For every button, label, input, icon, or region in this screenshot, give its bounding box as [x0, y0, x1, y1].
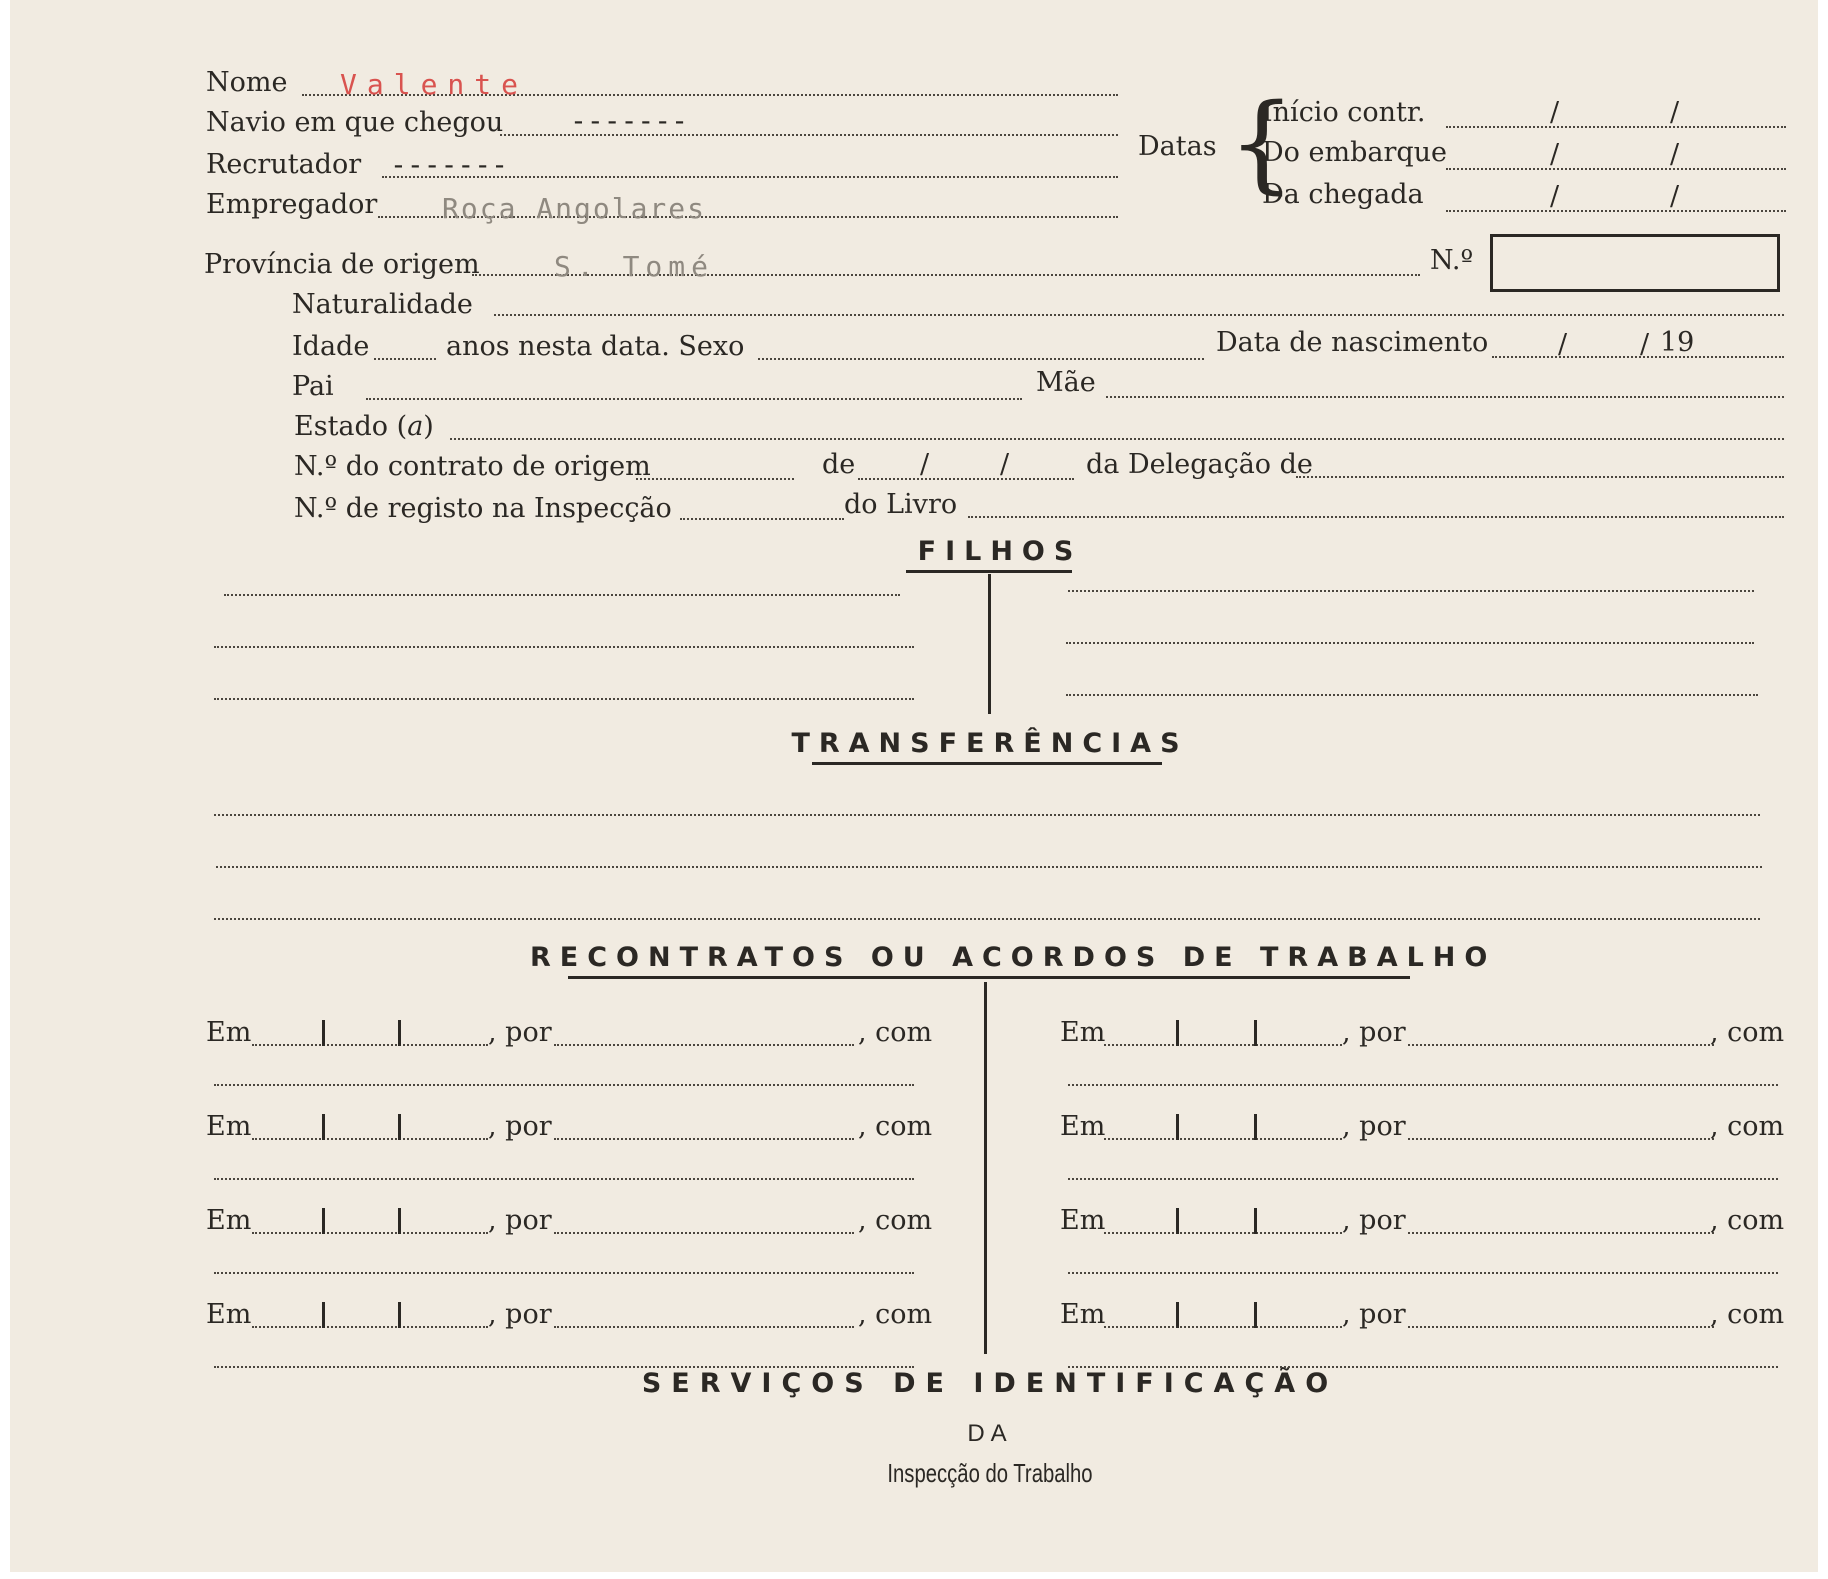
datas-chegada-slash-2: /	[1670, 181, 1680, 212]
recrutador-label: Recrutador	[206, 149, 362, 180]
recontrato-left-3-date-line[interactable]	[252, 1232, 488, 1234]
filhos-heading: FILHOS	[917, 536, 1083, 567]
recontrato-left-2-com-label: , com	[858, 1111, 933, 1142]
contrato-slash-1: /	[920, 449, 930, 480]
filhos-underline	[906, 570, 1072, 573]
mae-label: Mãe	[1036, 367, 1096, 398]
delegacao-line[interactable]	[1296, 476, 1784, 478]
contrato-slash-2: /	[1000, 449, 1010, 480]
recontrato-right-4-por-line[interactable]	[1408, 1326, 1714, 1328]
nascimento-century: 19	[1660, 327, 1695, 358]
recontrato-right-4-date-line[interactable]	[1104, 1326, 1342, 1328]
datas-inicio-slash-2: /	[1670, 97, 1680, 128]
registo-label: N.º de registo na Inspecção	[294, 493, 672, 524]
livro-line[interactable]	[968, 516, 1784, 518]
recontrato-left-3-com-label: , com	[858, 1205, 933, 1236]
nome-value[interactable]: Valente	[340, 68, 529, 101]
pai-line[interactable]	[366, 398, 1022, 400]
recontrato-right-4-tick-2	[1254, 1302, 1257, 1328]
recontrato-left-1-continuation-line[interactable]	[214, 1084, 914, 1086]
transferencias-line-1[interactable]	[214, 814, 1760, 816]
contrato-line[interactable]	[636, 478, 794, 480]
recontrato-left-4-tick-1	[322, 1302, 325, 1328]
recontrato-right-1-tick-1	[1176, 1020, 1179, 1046]
data-nascimento-line[interactable]	[1492, 356, 1784, 358]
recontrato-right-1-tick-2	[1254, 1020, 1257, 1046]
recontrato-right-2-em-label: Em	[1060, 1111, 1106, 1142]
pai-label: Pai	[292, 371, 334, 402]
contrato-de-label: de	[822, 449, 856, 480]
recontrato-left-1-com-label: , com	[858, 1017, 933, 1048]
recontrato-right-1-por-label: , por	[1342, 1017, 1406, 1048]
anos-label: anos nesta data. Sexo	[446, 331, 745, 362]
estado-line[interactable]	[450, 438, 1784, 440]
recontrato-left-2-date-line[interactable]	[252, 1138, 488, 1140]
recontratos-heading: RECONTRATOS OU ACORDOS DE TRABALHO	[530, 942, 1497, 973]
recontrato-right-3-tick-2	[1254, 1208, 1257, 1234]
empregador-value[interactable]: Roça Angolares	[442, 192, 707, 225]
datas-inicio-label: Início contr.	[1262, 97, 1426, 128]
recontrato-right-4-com-label: , com	[1710, 1299, 1785, 1330]
nascimento-slash-2: /	[1640, 329, 1650, 360]
recontrato-left-3-em-label: Em	[206, 1205, 252, 1236]
contrato-label: N.º do contrato de origem	[294, 451, 651, 482]
numero-box[interactable]	[1490, 234, 1780, 292]
recontrato-left-4-continuation-line[interactable]	[214, 1366, 914, 1368]
recontrato-left-4-por-line[interactable]	[554, 1326, 854, 1328]
recontrato-right-3-date-line[interactable]	[1104, 1232, 1342, 1234]
transferencias-underline	[812, 762, 1162, 765]
data-nascimento-label: Data de nascimento	[1216, 327, 1489, 358]
recontrato-right-2-continuation-line[interactable]	[1068, 1178, 1778, 1180]
recontrato-right-2-tick-2	[1254, 1114, 1257, 1140]
identification-card	[10, 0, 1818, 1572]
servicos-heading: SERVIÇOS DE IDENTIFICAÇÃO	[641, 1368, 1339, 1399]
filhos-line-left-1[interactable]	[224, 594, 900, 596]
datas-brace: {	[1228, 81, 1296, 204]
datas-chegada-line[interactable]	[1446, 210, 1786, 212]
recontrato-right-4-continuation-line[interactable]	[1068, 1366, 1778, 1368]
recontrato-left-4-date-line[interactable]	[252, 1326, 488, 1328]
datas-embarque-slash-2: /	[1670, 139, 1680, 170]
recontrato-left-1-por-line[interactable]	[554, 1044, 854, 1046]
recontrato-left-1-tick-2	[398, 1020, 401, 1046]
recontrato-right-3-continuation-line[interactable]	[1068, 1272, 1778, 1274]
recontrato-right-4-por-label: , por	[1342, 1299, 1406, 1330]
recontratos-underline	[568, 976, 1410, 979]
datas-chegada-label: Da chegada	[1262, 179, 1424, 210]
recontrato-left-4-em-label: Em	[206, 1299, 252, 1330]
recontrato-right-2-tick-1	[1176, 1114, 1179, 1140]
recontrato-right-1-continuation-line[interactable]	[1068, 1084, 1778, 1086]
livro-label: do Livro	[844, 489, 958, 520]
nascimento-slash-1: /	[1558, 329, 1568, 360]
recontrato-left-4-por-label: , por	[488, 1299, 552, 1330]
recontrato-left-1-por-label: , por	[488, 1017, 552, 1048]
transferencias-line-3[interactable]	[214, 918, 1760, 920]
recontrato-right-3-em-label: Em	[1060, 1205, 1106, 1236]
recontrato-right-3-com-label: , com	[1710, 1205, 1785, 1236]
numero-label: N.º	[1430, 245, 1474, 276]
filhos-line-left-3[interactable]	[214, 698, 914, 700]
navio-value[interactable]: -------	[570, 104, 689, 137]
datas-chegada-slash-1: /	[1550, 181, 1560, 212]
recontrato-right-4-em-label: Em	[1060, 1299, 1106, 1330]
recontrato-right-1-com-label: , com	[1710, 1017, 1785, 1048]
datas-inicio-slash-1: /	[1550, 97, 1560, 128]
recontrato-left-2-tick-2	[398, 1114, 401, 1140]
recontrato-left-2-por-line[interactable]	[554, 1138, 854, 1140]
recontrato-right-3-por-label: , por	[1342, 1205, 1406, 1236]
recontrato-left-4-tick-2	[398, 1302, 401, 1328]
recontrato-right-2-por-line[interactable]	[1408, 1138, 1714, 1140]
recontrato-left-3-por-label: , por	[488, 1205, 552, 1236]
recontrato-right-1-em-label: Em	[1060, 1017, 1106, 1048]
datas-embarque-label: Do embarque	[1262, 137, 1448, 168]
navio-label: Navio em que chegou	[206, 107, 504, 138]
provincia-label: Província de origem	[204, 249, 480, 280]
recontrato-right-2-por-label: , por	[1342, 1111, 1406, 1142]
sexo-line[interactable]	[758, 358, 1204, 360]
footer-inspeccao: Inspecção do Trabalho	[887, 1458, 1093, 1488]
recontrato-left-2-em-label: Em	[206, 1111, 252, 1142]
recontrato-left-1-tick-1	[322, 1020, 325, 1046]
delegacao-label: da Delegação de	[1086, 449, 1313, 480]
datas-label: Datas	[1138, 131, 1217, 162]
footer-da: DA	[967, 1420, 1013, 1447]
provincia-value[interactable]: S. Tomé	[554, 250, 715, 283]
empregador-label: Empregador	[206, 189, 378, 220]
filhos-line-left-2[interactable]	[214, 646, 914, 648]
idade-line[interactable]	[374, 358, 436, 360]
recontrato-left-3-tick-2	[398, 1208, 401, 1234]
recontrato-left-3-tick-1	[322, 1208, 325, 1234]
recontrato-right-2-com-label: , com	[1710, 1111, 1785, 1142]
recrutador-value[interactable]: -------	[390, 148, 509, 181]
registo-line[interactable]	[680, 518, 844, 520]
recontrato-right-4-tick-1	[1176, 1302, 1179, 1328]
recontratos-divider	[984, 982, 987, 1354]
estado-label: Estado (a)	[294, 411, 434, 442]
filhos-line-right-2[interactable]	[1066, 642, 1754, 644]
recontrato-left-3-continuation-line[interactable]	[214, 1272, 914, 1274]
naturalidade-line[interactable]	[494, 314, 1784, 316]
filhos-line-right-3[interactable]	[1066, 694, 1758, 696]
datas-inicio-line[interactable]	[1446, 126, 1786, 128]
transferencias-line-2[interactable]	[216, 866, 1762, 868]
datas-embarque-slash-1: /	[1550, 139, 1560, 170]
recontrato-left-2-tick-1	[322, 1114, 325, 1140]
filhos-line-right-1[interactable]	[1068, 590, 1754, 592]
idade-label: Idade	[292, 331, 370, 362]
recontrato-left-1-em-label: Em	[206, 1017, 252, 1048]
recontrato-left-2-por-label: , por	[488, 1111, 552, 1142]
recontrato-right-3-por-line[interactable]	[1408, 1232, 1714, 1234]
recontrato-left-3-por-line[interactable]	[554, 1232, 854, 1234]
recontrato-left-1-date-line[interactable]	[252, 1044, 488, 1046]
datas-embarque-line[interactable]	[1446, 168, 1786, 170]
nome-label: Nome	[206, 67, 288, 98]
naturalidade-label: Naturalidade	[292, 289, 473, 320]
recontrato-right-2-date-line[interactable]	[1104, 1138, 1342, 1140]
contrato-date-line[interactable]	[858, 478, 1074, 480]
recontrato-right-1-date-line[interactable]	[1104, 1044, 1342, 1046]
transferencias-heading: TRANSFERÊNCIAS	[791, 728, 1189, 759]
recontrato-left-2-continuation-line[interactable]	[214, 1178, 914, 1180]
recontrato-left-4-com-label: , com	[858, 1299, 933, 1330]
mae-line[interactable]	[1106, 396, 1784, 398]
filhos-divider	[988, 574, 991, 714]
recontrato-right-3-tick-1	[1176, 1208, 1179, 1234]
recontrato-right-1-por-line[interactable]	[1408, 1044, 1714, 1046]
